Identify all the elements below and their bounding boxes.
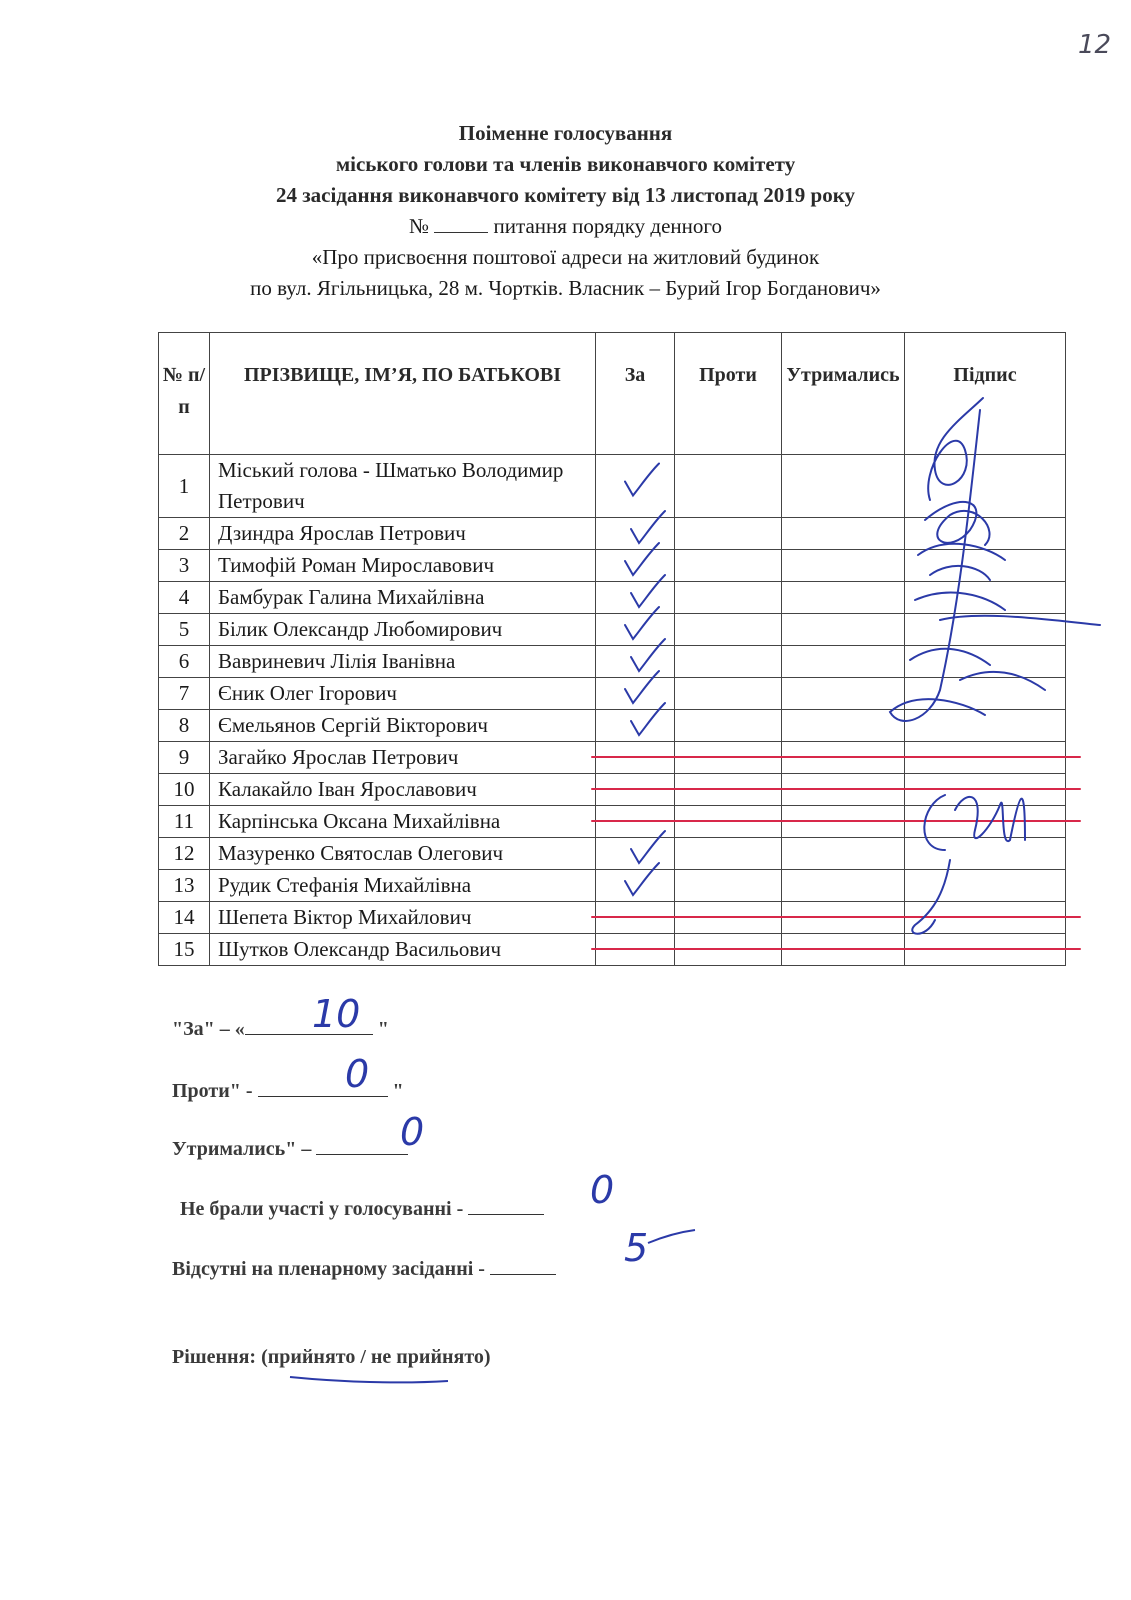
header-meeting: 24 засідання виконавчого комітету від 13 листопад 2019 року <box>275 183 856 207</box>
table-row <box>159 806 1066 838</box>
row-number: 6 <box>159 646 210 678</box>
cell-signature <box>905 774 1066 806</box>
cell-signature <box>905 710 1066 742</box>
cell-abstained <box>782 838 905 870</box>
table-row <box>159 774 1066 806</box>
member-name: Міський голова - Шматько Володимир Петрович <box>210 455 596 518</box>
cell-for <box>596 902 675 934</box>
cell-for <box>596 806 675 838</box>
cell-signature <box>905 870 1066 902</box>
cell-abstained <box>782 902 905 934</box>
cell-for <box>596 870 675 902</box>
table-row <box>159 870 1066 902</box>
row-number: 12 <box>159 838 210 870</box>
member-name: Карпінська Оксана Михайлівна <box>210 806 596 838</box>
table-row <box>159 934 1066 966</box>
decision-label: Рішення: <box>172 1346 257 1368</box>
col-abstained: Утримались <box>782 333 905 455</box>
member-name: Шепета Віктор Михайлович <box>210 902 596 934</box>
header-topic-1: «Про присвоєння поштової адреси на житловий будинок <box>311 245 820 269</box>
decision-options: (прийнято / не прийнято) <box>261 1346 491 1368</box>
member-name: Шутков Олександр Васильович <box>210 934 596 966</box>
cell-for <box>596 518 675 550</box>
cell-signature <box>905 838 1066 870</box>
member-name: Вавриневич Лілія Іванівна <box>210 646 596 678</box>
summary-abstained-label: Утримались" – <box>172 1138 312 1160</box>
row-number: 7 <box>159 678 210 710</box>
header-title: Поіменне голосування <box>458 121 673 145</box>
member-name: Єник Олег Ігорович <box>210 678 596 710</box>
cell-signature <box>905 550 1066 582</box>
cell-signature <box>905 455 1066 518</box>
summary-absent-label: Відсутні на пленарному засіданні - <box>172 1258 485 1280</box>
cell-abstained <box>782 518 905 550</box>
cell-abstained <box>782 934 905 966</box>
header-item <box>0 211 1131 242</box>
cell-signature <box>905 582 1066 614</box>
cell-abstained <box>782 742 905 774</box>
col-number: № п/п <box>159 333 210 455</box>
cell-signature <box>905 742 1066 774</box>
cell-for <box>596 582 675 614</box>
summary-not-voted-blank <box>468 1194 544 1215</box>
decision-underline <box>290 1377 448 1382</box>
member-name: Тимофій Роман Мирославович <box>210 550 596 582</box>
item-number-blank <box>434 214 488 233</box>
row-number: 13 <box>159 870 210 902</box>
summary-abstained-blank <box>316 1134 408 1155</box>
absent-value-flourish <box>648 1230 695 1243</box>
cell-abstained <box>782 678 905 710</box>
cell-signature <box>905 518 1066 550</box>
cell-against <box>675 455 782 518</box>
cell-abstained <box>782 582 905 614</box>
summary-decision <box>172 1346 491 1369</box>
cell-abstained <box>782 455 905 518</box>
cell-against <box>675 582 782 614</box>
member-name: Рудик Стефанія Михайлівна <box>210 870 596 902</box>
cell-signature <box>905 678 1066 710</box>
cell-abstained <box>782 550 905 582</box>
cell-for <box>596 646 675 678</box>
table-row <box>159 710 1066 742</box>
cell-abstained <box>782 870 905 902</box>
summary-against-close: " <box>392 1080 404 1102</box>
summary-not-voted <box>180 1194 544 1221</box>
cell-signature <box>905 614 1066 646</box>
row-number: 2 <box>159 518 210 550</box>
cell-for <box>596 710 675 742</box>
table-row <box>159 838 1066 870</box>
cell-for <box>596 934 675 966</box>
item-suffix: питання порядку денного <box>493 214 722 238</box>
document-header <box>0 118 1131 304</box>
cell-abstained <box>782 614 905 646</box>
table-row <box>159 614 1066 646</box>
col-for: За <box>596 333 675 455</box>
summary-absent-value: 5 <box>624 1226 649 1270</box>
header-topic-2: по вул. Ягільницька, 28 м. Чортків. Власник – Бурий Ігор Богданович» <box>250 276 881 300</box>
table-row <box>159 550 1066 582</box>
summary-absent <box>172 1254 556 1281</box>
row-number: 9 <box>159 742 210 774</box>
member-name: Дзиндра Ярослав Петрович <box>210 518 596 550</box>
cell-for <box>596 550 675 582</box>
header-subtitle: міського голови та членів виконавчого комітету <box>335 152 796 176</box>
cell-signature <box>905 806 1066 838</box>
cell-signature <box>905 902 1066 934</box>
table-row <box>159 518 1066 550</box>
cell-against <box>675 902 782 934</box>
col-against: Проти <box>675 333 782 455</box>
cell-against <box>675 678 782 710</box>
summary-against-value: 0 <box>345 1052 370 1096</box>
summary-not-voted-label: Не брали участі у голосуванні - <box>180 1198 464 1220</box>
cell-abstained <box>782 774 905 806</box>
row-number: 4 <box>159 582 210 614</box>
member-name: Бамбурак Галина Михайлівна <box>210 582 596 614</box>
cell-for <box>596 455 675 518</box>
table-row <box>159 582 1066 614</box>
row-number: 5 <box>159 614 210 646</box>
member-name: Білик Олександр Любомирович <box>210 614 596 646</box>
page-number: 12 <box>1078 30 1112 60</box>
member-name: Мазуренко Святослав Олегович <box>210 838 596 870</box>
cell-against <box>675 614 782 646</box>
summary-not-voted-value: 0 <box>590 1168 615 1212</box>
col-name: ПРІЗВИЩЕ, ІМ’Я, ПО БАТЬКОВІ <box>210 333 596 455</box>
cell-against <box>675 742 782 774</box>
cell-against <box>675 934 782 966</box>
cell-signature <box>905 934 1066 966</box>
cell-abstained <box>782 710 905 742</box>
row-number: 1 <box>159 455 210 518</box>
cell-against <box>675 774 782 806</box>
cell-abstained <box>782 646 905 678</box>
summary-for-value: 10 <box>312 992 361 1036</box>
row-number: 15 <box>159 934 210 966</box>
cell-for <box>596 838 675 870</box>
table-row <box>159 455 1066 518</box>
cell-against <box>675 518 782 550</box>
member-name: Загайко Ярослав Петрович <box>210 742 596 774</box>
row-number: 3 <box>159 550 210 582</box>
row-number: 14 <box>159 902 210 934</box>
cell-against <box>675 838 782 870</box>
member-name: Ємельянов Сергій Вікторович <box>210 710 596 742</box>
table-row <box>159 742 1066 774</box>
summary-absent-blank <box>490 1254 556 1275</box>
table-header-row <box>159 333 1066 455</box>
vote-table <box>158 332 1066 966</box>
summary-abstained <box>172 1134 408 1161</box>
cell-for <box>596 678 675 710</box>
cell-against <box>675 806 782 838</box>
cell-signature <box>905 646 1066 678</box>
summary-for-close: " <box>377 1018 389 1040</box>
item-prefix: № <box>409 214 430 238</box>
cell-for <box>596 614 675 646</box>
summary-against-label: Проти" - <box>172 1080 253 1102</box>
cell-for <box>596 742 675 774</box>
table-row <box>159 902 1066 934</box>
summary-abstained-value: 0 <box>400 1110 425 1154</box>
row-number: 8 <box>159 710 210 742</box>
cell-against <box>675 646 782 678</box>
cell-against <box>675 710 782 742</box>
table-row <box>159 678 1066 710</box>
row-number: 11 <box>159 806 210 838</box>
cell-against <box>675 870 782 902</box>
member-name: Калакайло Іван Ярославович <box>210 774 596 806</box>
summary-for-label: "За" – « <box>172 1018 245 1040</box>
cell-for <box>596 774 675 806</box>
row-number: 10 <box>159 774 210 806</box>
cell-against <box>675 550 782 582</box>
col-signature: Підпис <box>905 333 1066 455</box>
cell-abstained <box>782 806 905 838</box>
table-row <box>159 646 1066 678</box>
